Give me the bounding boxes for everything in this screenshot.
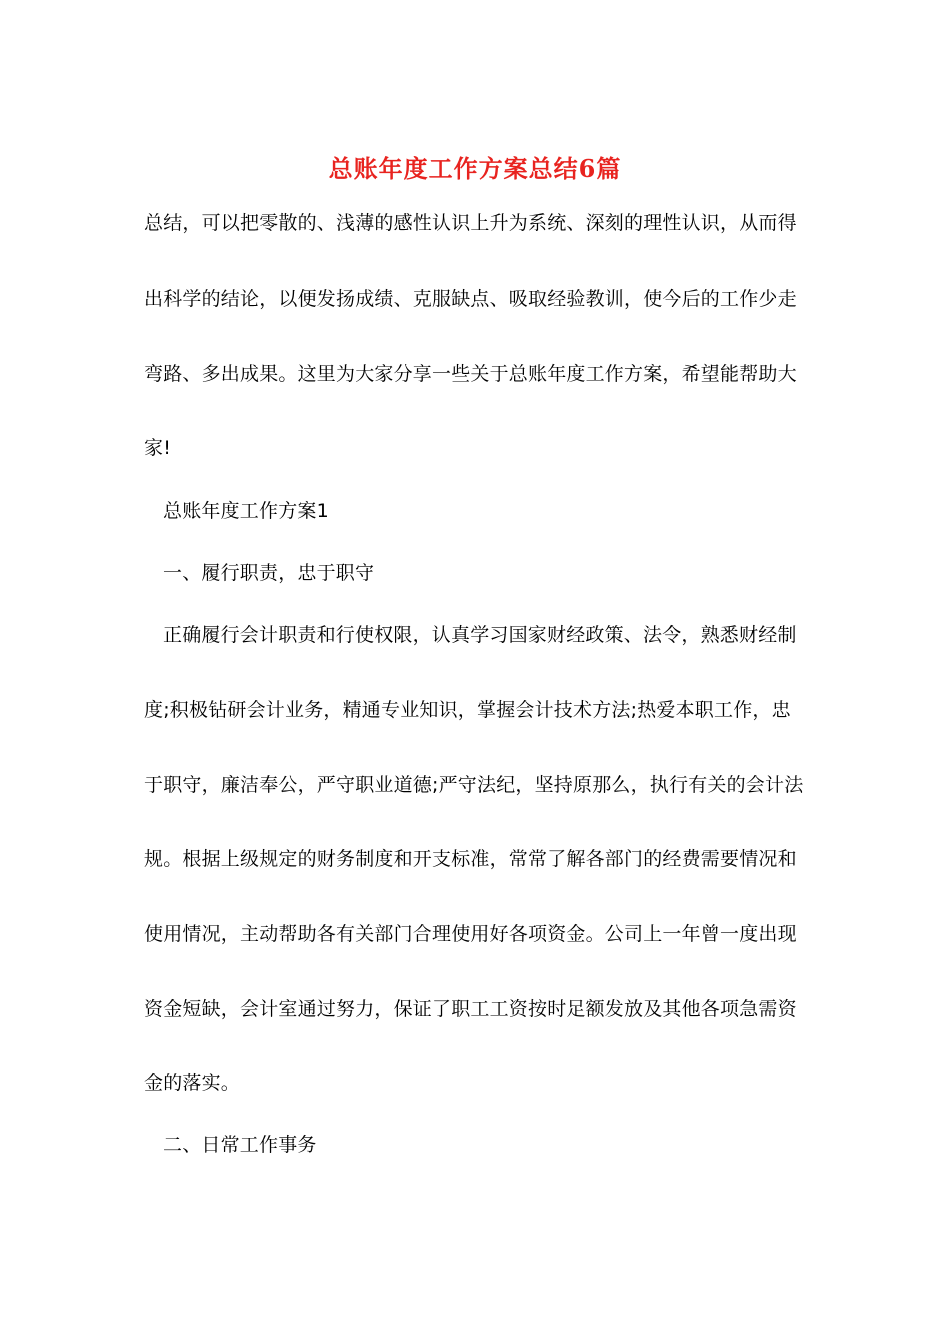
document-title: 总账年度工作方案总结6篇 [328, 154, 622, 183]
body-line: 使用情况，主动帮助各有关部门合理使用好各项资金。公司上一年曾一度出现 [144, 923, 797, 945]
intro-line: 出科学的结论，以便发扬成绩、克服缺点、吸取经验教训，使今后的工作少走 [144, 288, 797, 310]
intro-line: 弯路、多出成果。这里为大家分享一些关于总账年度工作方案，希望能帮助大 [144, 363, 797, 385]
body-line: 资金短缺，会计室通过努力，保证了职工工资按时足额发放及其他各项急需资 [144, 998, 797, 1020]
heading-daily-work: 二、日常工作事务 [163, 1134, 317, 1156]
heading-duties: 一、履行职责，忠于职守 [163, 562, 375, 584]
body-line: 规。根据上级规定的财务制度和开支标准，常常了解各部门的经费需要情况和 [144, 848, 797, 870]
intro-line: 家! [144, 437, 172, 459]
section-title: 总账年度工作方案1 [163, 500, 329, 522]
intro-line: 总结，可以把零散的、浅薄的感性认识上升为系统、深刻的理性认识，从而得 [144, 212, 797, 234]
body-line: 于职守，廉洁奉公，严守职业道德;严守法纪，坚持原那么，执行有关的会计法 [144, 774, 804, 796]
body-line: 正确履行会计职责和行使权限，认真学习国家财经政策、法令，熟悉财经制 [163, 624, 797, 646]
body-line: 度;积极钻研会计业务，精通专业知识，掌握会计技术方法;热爱本职工作，忠 [144, 699, 791, 721]
body-line: 金的落实。 [144, 1072, 241, 1094]
